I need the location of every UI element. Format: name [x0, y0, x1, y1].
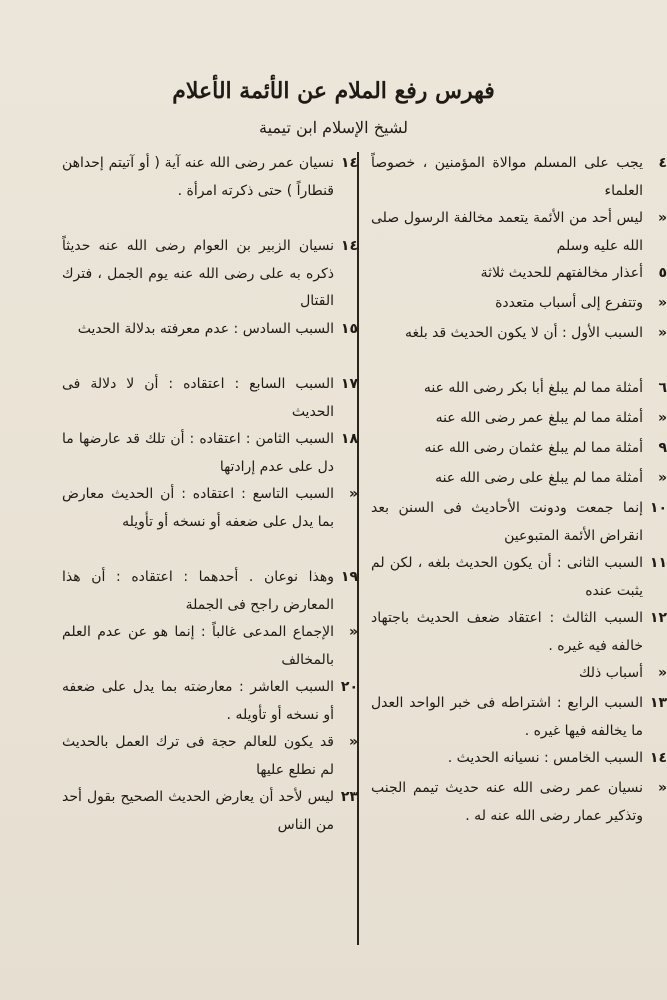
- entry-text: قد يكون للعالم حجة فى ترك العمل بالحديث لم نطلع عليها: [62, 734, 334, 778]
- entry-text: السبب الخامس : نسيانه الحديث .: [447, 750, 643, 766]
- page-number: «: [657, 665, 667, 681]
- left-column: [62, 150, 358, 839]
- page-number: ١٠: [649, 500, 667, 516]
- entry-text: أسباب ذلك: [578, 665, 643, 681]
- entry-text: إنما جمعت ودونت الأحاديث فى السنن بعد انقراض الأئمة المتبوعين: [371, 500, 643, 544]
- index-entry: [371, 205, 667, 260]
- entry-text: أمثلة مما لم يبلغ عثمان رضى الله عنه: [424, 440, 643, 456]
- entry-text: السبب السابع : اعتقاده : أن لا دلالة فى الحديث: [62, 376, 334, 420]
- index-entry: [62, 481, 358, 564]
- page-number: ١٩: [340, 569, 358, 585]
- index-entry: [371, 660, 667, 690]
- page-number: ١٢: [649, 610, 667, 626]
- index-entry: [371, 550, 667, 605]
- entry-text: ليس أحد من الأئمة يتعمد مخالفة الرسول صلى الله عليه وسلم: [371, 210, 643, 254]
- index-entry: [371, 375, 667, 405]
- page-number: ١٤: [340, 155, 358, 171]
- entry-text: السبب السادس : عدم معرفته بدلالة الحديث: [77, 321, 334, 337]
- index-entry: [371, 435, 667, 465]
- entry-text: نسيان عمر رضى الله عنه آية ( أو آتيتم إحداهن قنطاراً ) حتى ذكرته امرأة .: [62, 155, 334, 199]
- page-number: «: [657, 410, 667, 426]
- page-number: ١٤: [340, 238, 358, 254]
- page-number: ٩: [658, 440, 667, 456]
- index-entry: [371, 320, 667, 375]
- page-number: «: [657, 780, 667, 796]
- page-number: ٢٠: [340, 679, 358, 695]
- index-entry: [62, 371, 358, 426]
- index-entry: [371, 465, 667, 495]
- page-number: ١٤: [649, 750, 667, 766]
- index-entry: [62, 233, 358, 316]
- entry-text: يجب على المسلم موالاة المؤمنين ، خصوصاً العلماء: [371, 155, 643, 199]
- index-entry: [62, 619, 358, 674]
- index-entry: [62, 150, 358, 233]
- index-entry: [62, 316, 358, 371]
- index-entry: [371, 495, 667, 550]
- page-number: «: [657, 210, 667, 226]
- entry-text: وهذا نوعان . أحدهما : اعتقاده : أن هذا المعارض راجح فى الجملة: [62, 569, 334, 613]
- page-subtitle: لشيخ الإسلام ابن تيمية: [258, 118, 408, 137]
- page-number: ١٣: [649, 695, 667, 711]
- index-entry: [62, 674, 358, 729]
- entry-text: السبب الأول : أن لا يكون الحديث قد بلغه: [404, 325, 643, 341]
- page-number: ١٥: [340, 321, 358, 337]
- page-title: فهرس رفع الملام عن الأئمة الأعلام: [172, 78, 495, 104]
- page-number: ١٨: [340, 431, 358, 447]
- entry-text: نسيان عمر رضى الله عنه حديث تيمم الجنب وتذكير عمار رضى الله عنه له .: [371, 780, 643, 824]
- index-entry: [371, 290, 667, 320]
- entry-text: وتتفرع إلى أسباب متعددة: [495, 295, 643, 311]
- index-entry: [371, 775, 667, 858]
- entry-text: السبب الثالث : اعتقاد ضعف الحديث باجتهاد خالفه فيه غيره .: [371, 610, 643, 654]
- entry-text: أمثلة مما لم يبلغ أبا بكر رضى الله عنه: [423, 380, 643, 396]
- index-entry: [62, 784, 358, 839]
- entry-text: أمثلة مما لم يبلغ على رضى الله عنه: [435, 470, 643, 486]
- page-number: ١١: [649, 555, 667, 571]
- page-number: ٥: [658, 265, 667, 281]
- index-entry: [62, 729, 358, 784]
- entry-text: الإجماع المدعى غالباً : إنما هو عن عدم العلم بالمخالف: [62, 624, 334, 668]
- index-entry: [371, 745, 667, 775]
- page-number: «: [348, 734, 358, 750]
- entry-text: السبب التاسع : اعتقاده : أن الحديث معارض بما يدل على ضعفه أو نسخه أو تأويله: [62, 486, 334, 530]
- entry-text: أعذار مخالفتهم للحديث ثلاثة: [480, 265, 643, 281]
- page-number: «: [657, 470, 667, 486]
- entry-text: نسيان الزبير بن العوام رضى الله عنه حديثاً ذكره به على رضى الله عنه يوم الجمل ، فترك القتال: [62, 238, 334, 310]
- index-entry: [371, 260, 667, 290]
- index-entry: [371, 690, 667, 745]
- page-number: «: [348, 624, 358, 640]
- index-entry: [62, 564, 358, 619]
- page-number: «: [657, 295, 667, 311]
- entry-text: السبب الرابع : اشتراطه فى خبر الواحد العدل ما يخالفه فيها غيره .: [371, 695, 643, 739]
- page-number: ٤: [658, 155, 667, 171]
- entry-text: أمثلة مما لم يبلغ عمر رضى الله عنه: [435, 410, 643, 426]
- entry-text: السبب الثانى : أن يكون الحديث بلغه ، لكن لم يثبت عنده: [371, 555, 643, 599]
- page-number: ١٧: [340, 376, 358, 392]
- index-entry: [371, 405, 667, 435]
- index-entry: [371, 150, 667, 205]
- right-column: [371, 150, 667, 858]
- entry-text: ليس لأحد أن يعارض الحديث الصحيح بقول أحد من الناس: [62, 789, 334, 833]
- index-entry: [371, 605, 667, 660]
- page-number: ٦: [658, 380, 667, 396]
- index-entry: [62, 426, 358, 481]
- page-number: «: [348, 486, 358, 502]
- entry-text: السبب العاشر : معارضته بما يدل على ضعفه أو نسخه أو تأويله .: [62, 679, 334, 723]
- page-number: ٢٣: [340, 789, 358, 805]
- entry-text: السبب الثامن : اعتقاده : أن تلك قد عارضها ما دل على عدم إرادتها: [62, 431, 334, 475]
- page-number: «: [657, 325, 667, 341]
